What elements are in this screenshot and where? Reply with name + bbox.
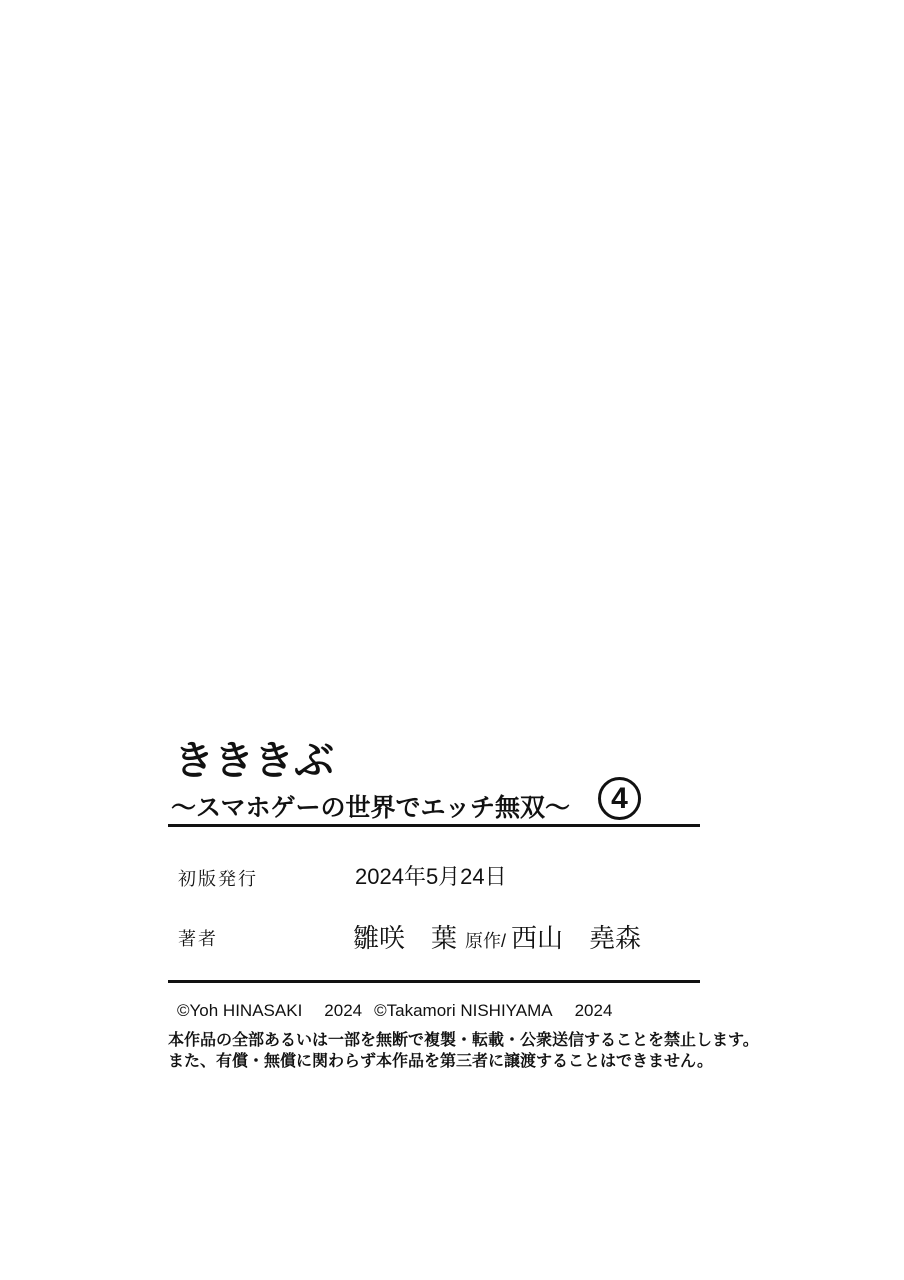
original-author-name: 西山 堯森: [511, 923, 642, 953]
author-line: [353, 918, 641, 955]
author-label: 著者: [178, 929, 218, 949]
colophon-block: [168, 738, 759, 1098]
author-name: 雛咲 葉: [353, 923, 458, 953]
copyright-author: ©Takamori NISHIYAMA: [374, 1001, 553, 1020]
volume-number: 4: [611, 781, 628, 815]
copyright-artist: ©Yoh HINASAKI: [177, 1001, 303, 1020]
publication-label: 初版発行: [178, 869, 258, 889]
divider-top: [168, 824, 700, 827]
divider-bottom: [168, 980, 700, 983]
copyright-artist-year: 2024: [324, 1001, 363, 1020]
legal-notice: [168, 1030, 759, 1072]
copyright-author-year: 2024: [574, 1001, 613, 1020]
copyright-line: [177, 1001, 612, 1021]
original-work-label: 原作/: [465, 931, 507, 951]
legal-line-1: 本作品の全部あるいは一部を無断で複製・転載・公衆送信することを禁止します。: [168, 1032, 759, 1049]
book-title: きききぶ: [174, 739, 334, 783]
volume-badge: [598, 777, 641, 820]
publication-date: 2024年5月24日: [355, 864, 507, 889]
legal-line-2: また、有償・無償に関わらず本作品を第三者に譲渡することはできません。: [168, 1053, 713, 1070]
book-subtitle: 〜スマホゲーの世界でエッチ無双〜: [171, 794, 571, 822]
